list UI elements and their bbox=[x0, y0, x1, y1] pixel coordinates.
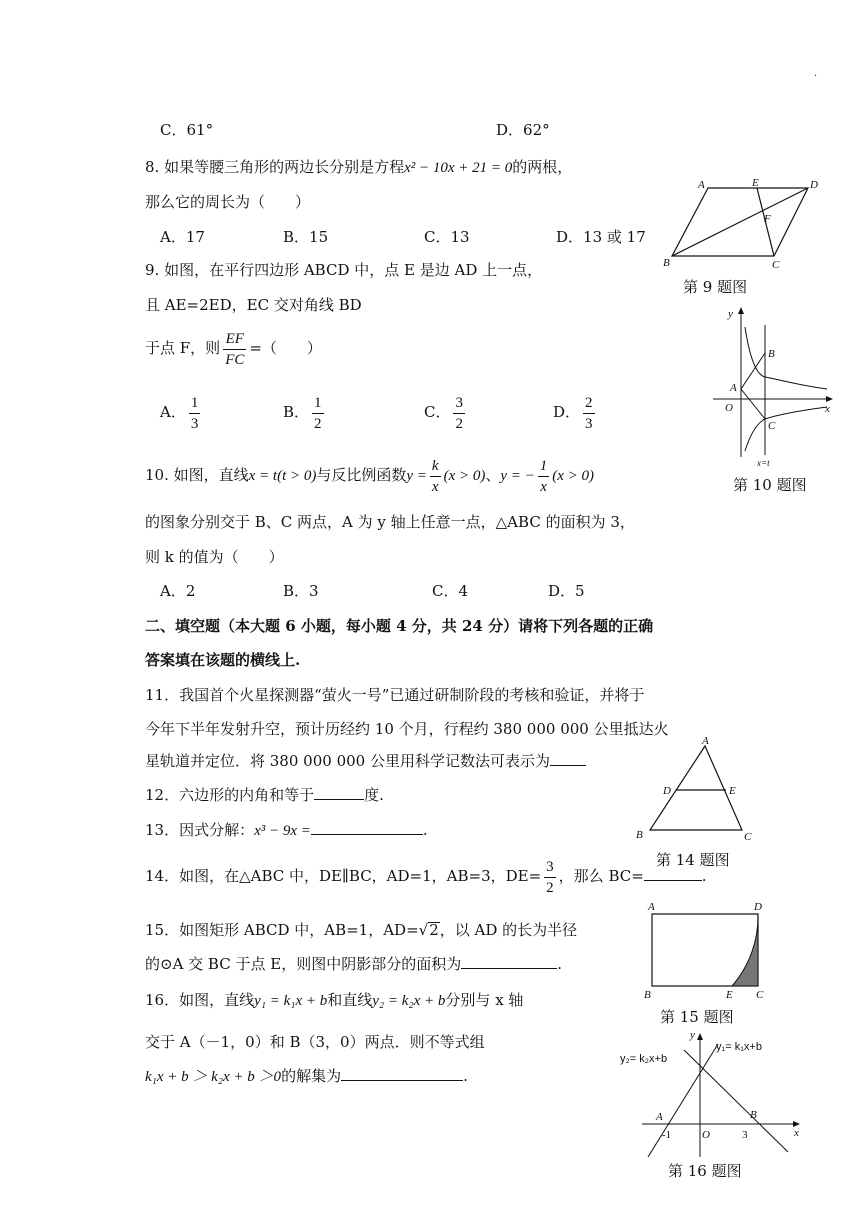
q9-option-d-frac bbox=[583, 393, 595, 434]
q10-line3: 则 k 的值为（ ） bbox=[145, 548, 284, 566]
q11-line3-text: 星轨道并定位．将 380 000 000 公里用科学记数法可表示为 bbox=[145, 752, 550, 770]
q10-label-x: x bbox=[825, 403, 830, 415]
q10-label-b: B bbox=[768, 348, 775, 360]
q14-frac-den: 2 bbox=[546, 879, 554, 896]
q7-option-d: D．62° bbox=[496, 121, 550, 139]
q9-figure bbox=[660, 177, 820, 271]
q11-line2: 今年下半年发射升空，预计历经约 10 个月，行程约 380 000 000 公里抵达火 bbox=[145, 720, 669, 738]
q10-eq-line: x = t(t > 0) bbox=[248, 468, 317, 484]
q10-label-o: O bbox=[725, 402, 733, 414]
q15-sqrt-value: 2 bbox=[429, 921, 439, 939]
q9-option-d bbox=[553, 392, 598, 434]
q9-line2: 且 AE=2ED，EC 交对角线 BD bbox=[145, 296, 362, 314]
q14-caption: 第 14 题图 bbox=[656, 851, 730, 869]
q16-label-y1: y₁= k₁x+b bbox=[716, 1041, 762, 1053]
q10-text-a: 10. 如图，直线 bbox=[145, 466, 249, 484]
q15-caption: 第 15 题图 bbox=[660, 1008, 734, 1026]
q10-f1-frac bbox=[430, 456, 441, 497]
q9-option-b-frac bbox=[312, 393, 324, 434]
q9-line1: 9. 如图，在平行四边形 ABCD 中，点 E 是边 AD 上一点， bbox=[145, 261, 543, 279]
q9-option-b-den: 2 bbox=[314, 415, 322, 432]
q10-label-a: A bbox=[730, 382, 737, 394]
q11-line1: 11．我国首个火星探测器“萤火一号”已通过研制阶段的考核和验证，并将于 bbox=[145, 686, 645, 704]
q14-frac-num: 3 bbox=[544, 857, 556, 878]
q14-label-a: A bbox=[702, 735, 709, 747]
q10-caption: 第 10 题图 bbox=[733, 476, 807, 494]
q14-figure bbox=[630, 735, 760, 844]
q15-line2 bbox=[145, 954, 562, 974]
q10-f2-frac bbox=[538, 456, 550, 497]
q9-frac-den: FC bbox=[225, 351, 245, 368]
q8-option-c: C．13 bbox=[424, 228, 470, 246]
q16-line2: 交于 A（－1，0）和 B（3，0）两点．则不等式组 bbox=[145, 1033, 485, 1051]
q9-line3-pre: 于点 F，则 bbox=[145, 339, 221, 357]
q16-inequality: k₁x + b ＞ k₂x + b ＞0 bbox=[145, 1069, 282, 1085]
q16-line3 bbox=[145, 1066, 468, 1087]
q9-label-c: C bbox=[772, 259, 780, 271]
q16-figure bbox=[618, 1029, 803, 1162]
q10-label-y: y bbox=[728, 308, 733, 320]
q9-frac-num: EF bbox=[223, 329, 246, 350]
q9-label-e: E bbox=[752, 177, 759, 189]
q8-equation: x² − 10x + 21 = 0 bbox=[404, 160, 513, 176]
q16-answer-blank[interactable] bbox=[341, 1066, 463, 1081]
q10-option-b: B．3 bbox=[283, 582, 319, 600]
q12-line bbox=[145, 785, 384, 805]
q9-label-f: F bbox=[764, 213, 771, 225]
q15-figure bbox=[640, 898, 770, 1003]
q9-label-a: A bbox=[698, 179, 705, 191]
q10-eq-f2-pre: y = − bbox=[500, 468, 535, 484]
q14-label-e: E bbox=[729, 785, 736, 797]
q8-option-d: D．13 或 17 bbox=[556, 228, 646, 246]
q13-answer-blank[interactable] bbox=[311, 820, 423, 835]
q9-option-a bbox=[160, 392, 203, 434]
q16-label-y: y bbox=[690, 1029, 695, 1041]
q8-line2: 那么它的周长为（ ） bbox=[145, 193, 311, 211]
q9-option-d-num: 2 bbox=[583, 393, 595, 414]
q15-line1-pre: 15．如图矩形 ABCD 中，AB=1，AD= bbox=[145, 921, 419, 939]
q9-option-d-den: 3 bbox=[585, 415, 593, 432]
q9-option-c bbox=[424, 392, 468, 434]
q15-label-b: B bbox=[644, 989, 651, 1001]
q16-eq2: y₂ = k₂x + b bbox=[372, 993, 446, 1009]
q16-label-y2: y₂= k₂x+b bbox=[620, 1053, 668, 1065]
q8-line1 bbox=[145, 157, 572, 178]
q11-line3 bbox=[145, 751, 586, 771]
q13-line bbox=[145, 820, 428, 841]
q16-label-o: O bbox=[702, 1129, 710, 1141]
q9-option-a-num: 1 bbox=[189, 393, 201, 414]
q15-label-c: C bbox=[756, 989, 764, 1001]
q10-f1-num: k bbox=[430, 456, 441, 477]
q10-line2: 的图象分别交于 B、C 两点，A 为 y 轴上任意一点，△ABC 的面积为 3， bbox=[145, 513, 635, 531]
q9-option-a-label: A． bbox=[160, 403, 186, 421]
header-dot: . bbox=[814, 68, 818, 79]
q10-option-c: C．4 bbox=[432, 582, 469, 600]
q9-option-b-label: B． bbox=[283, 403, 310, 421]
q16-line1-mid: 和直线 bbox=[327, 991, 373, 1009]
q14-pre: 14．如图，在△ABC 中，DE∥BC，AD=1，AB=3，DE= bbox=[145, 867, 542, 885]
q16-line1-pre: 16．如图，直线 bbox=[145, 991, 255, 1009]
q10-label-xt: x=t bbox=[757, 458, 770, 468]
q16-eq1: y₁ = k₁x + b bbox=[254, 993, 328, 1009]
q15-line1-post: ，以 AD 的长为半径 bbox=[439, 921, 578, 939]
q14-answer-blank[interactable] bbox=[644, 866, 702, 881]
q9-option-c-label: C． bbox=[424, 403, 451, 421]
q10-eq-f1-pre: y = bbox=[406, 468, 427, 484]
q16-label-a: A bbox=[656, 1111, 663, 1123]
q16-label-3: 3 bbox=[742, 1129, 748, 1141]
q15-label-e: E bbox=[726, 989, 733, 1001]
q10-eq-f1-post: (x > 0) bbox=[443, 468, 486, 484]
q16-line1-post: 分别与 x 轴 bbox=[445, 991, 524, 1009]
q10-option-d: D．5 bbox=[548, 582, 585, 600]
q15-line2-post: . bbox=[557, 955, 562, 973]
q14-line bbox=[145, 856, 707, 898]
q15-answer-blank[interactable] bbox=[461, 954, 557, 969]
q9-option-a-den: 3 bbox=[190, 415, 199, 432]
q10-f1-den: x bbox=[431, 478, 439, 495]
q14-frac bbox=[544, 857, 556, 898]
q16-label-x: x bbox=[794, 1127, 799, 1139]
q13-post: . bbox=[422, 821, 428, 839]
q10-f2-den: x bbox=[540, 478, 547, 495]
q16-caption: 第 16 题图 bbox=[668, 1162, 742, 1180]
q9-line3-post: =（ ） bbox=[249, 339, 322, 357]
q12-answer-blank[interactable] bbox=[314, 785, 364, 800]
q16-line3-end: . bbox=[463, 1067, 468, 1085]
q10-sep: 、 bbox=[485, 466, 501, 484]
q9-label-d: D bbox=[810, 179, 818, 191]
q9-label-b: B bbox=[663, 257, 670, 269]
q15-label-d: D bbox=[754, 901, 762, 913]
q7-option-c: C．61° bbox=[160, 121, 214, 139]
q9-fraction bbox=[223, 329, 246, 370]
q14-label-c: C bbox=[744, 831, 752, 843]
q10-eq-f2-post: (x > 0) bbox=[552, 468, 595, 484]
q8-option-b: B．15 bbox=[283, 228, 329, 246]
q10-label-c: C bbox=[768, 420, 776, 432]
q10-f2-num: 1 bbox=[538, 456, 550, 477]
q14-mid: ，那么 BC= bbox=[558, 867, 644, 885]
q9-option-b-num: 1 bbox=[312, 393, 324, 414]
section2-heading-line2: 答案填在该题的横线上. bbox=[145, 651, 301, 669]
q9-line3 bbox=[145, 328, 322, 370]
section2-heading-line1: 二、填空题（本大题 6 小题，每小题 4 分，共 24 分）请将下列各题的正确 bbox=[145, 617, 654, 635]
q15-label-a: A bbox=[648, 901, 655, 913]
q12-pre: 12．六边形的内角和等于 bbox=[145, 786, 315, 804]
q16-label-b: B bbox=[750, 1109, 757, 1121]
q14-label-d: D bbox=[663, 785, 671, 797]
q15-line2-pre: 的⊙A 交 BC 于点 E，则图中阴影部分的面积为 bbox=[145, 955, 462, 973]
q14-label-b: B bbox=[636, 829, 643, 841]
q16-label-minus1: -1 bbox=[662, 1129, 672, 1141]
q9-option-c-num: 3 bbox=[453, 393, 465, 414]
q16-line3-text: 的解集为 bbox=[281, 1067, 342, 1085]
q9-option-b bbox=[283, 392, 327, 434]
q9-option-c-frac bbox=[453, 393, 465, 434]
q10-text-b: 与反比例函数 bbox=[316, 466, 407, 484]
q10-line1 bbox=[145, 455, 594, 497]
q8-text-a: 8. 如果等腰三角形的两边长分别是方程 bbox=[145, 158, 405, 176]
q14-post: . bbox=[701, 867, 707, 885]
q12-post: 度. bbox=[364, 786, 384, 804]
q9-option-a-frac bbox=[189, 393, 201, 434]
q10-option-a: A．2 bbox=[160, 582, 196, 600]
q9-option-d-label: D． bbox=[553, 403, 581, 421]
q9-caption: 第 9 题图 bbox=[683, 278, 748, 296]
q16-line1 bbox=[145, 990, 523, 1011]
q13-expr: x³ − 9x = bbox=[254, 823, 311, 839]
q10-figure bbox=[705, 305, 845, 470]
q13-pre: 13．因式分解： bbox=[145, 821, 255, 839]
q9-option-c-den: 2 bbox=[455, 415, 463, 432]
q15-line1: 15．如图矩形 ABCD 中，AB=1，AD=√2，以 AD 的长为半径 bbox=[145, 921, 578, 939]
q8-option-a: A．17 bbox=[160, 228, 205, 246]
q11-answer-blank[interactable] bbox=[550, 751, 586, 766]
q8-text-b: 的两根， bbox=[512, 158, 573, 176]
